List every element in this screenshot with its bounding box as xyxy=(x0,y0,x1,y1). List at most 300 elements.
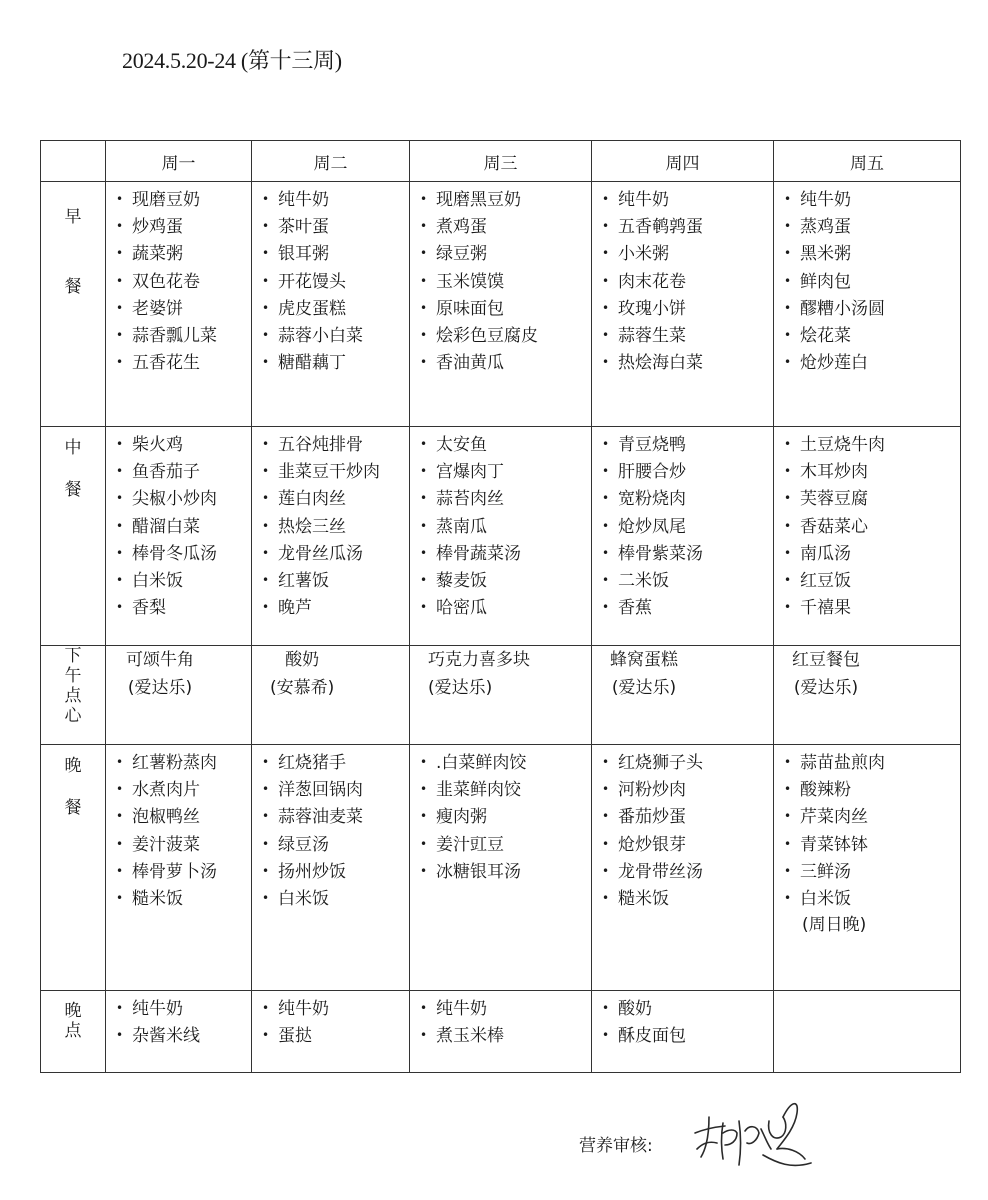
bullet-icon: • xyxy=(116,809,124,824)
dish-name: 青豆烧鸭 xyxy=(618,435,686,455)
dish-list xyxy=(252,427,409,621)
dish-name: 韭菜鲜肉饺 xyxy=(436,780,521,801)
dish-item xyxy=(262,513,409,540)
dish-list xyxy=(774,182,960,376)
dish-item xyxy=(784,594,960,621)
dish-name: 尖椒小炒肉 xyxy=(132,489,217,510)
bullet-icon: • xyxy=(262,863,270,878)
snack-cell xyxy=(592,646,774,745)
dish-item xyxy=(262,186,409,213)
meal-label-text: 晚餐 xyxy=(64,756,82,818)
bullet-icon: • xyxy=(602,755,610,769)
bullet-icon: • xyxy=(262,755,270,769)
dish-name: 醪糟小汤圆 xyxy=(800,298,885,319)
dish-name: 纯牛奶 xyxy=(618,190,669,210)
dish-name: 茶叶蛋 xyxy=(278,217,329,238)
breakfast-cell xyxy=(106,182,252,427)
bullet-icon: • xyxy=(116,192,124,206)
dinner-cell xyxy=(410,745,592,991)
dish-item xyxy=(262,322,409,349)
bullet-icon: • xyxy=(262,273,270,288)
dish-name: 千禧果 xyxy=(800,598,851,619)
dish-item xyxy=(784,349,960,376)
bullet-icon: • xyxy=(420,355,428,370)
dish-name: 炝炒莲白 xyxy=(800,353,868,374)
dish-item xyxy=(602,995,773,1022)
lunch-cell xyxy=(252,427,410,646)
meal-label-lunch xyxy=(41,427,106,646)
dish-name: 糙米饭 xyxy=(618,888,669,909)
day-header: 周三 xyxy=(410,141,592,182)
dish-item xyxy=(420,240,591,267)
dish-item xyxy=(262,213,409,240)
dish-item xyxy=(116,513,251,540)
dinner-cell xyxy=(774,745,961,991)
dish-name: 宫爆肉丁 xyxy=(436,462,504,483)
dish-name: 白米饭 xyxy=(278,888,329,909)
dish-name: 青菜钵钵 xyxy=(800,834,868,855)
dish-list xyxy=(592,991,773,1049)
dish-name: 棒骨紫菜汤 xyxy=(618,543,703,564)
dish-name: 黑米粥 xyxy=(800,244,851,265)
dish-item xyxy=(262,1022,409,1049)
bullet-icon: • xyxy=(420,572,428,587)
dish-name: 酸辣粉 xyxy=(800,780,851,801)
dish-name: 太安鱼 xyxy=(436,435,487,455)
bullet-icon: • xyxy=(262,355,270,370)
snack-name: 巧克力喜多块 xyxy=(428,650,530,670)
meal-label-text: 中餐 xyxy=(64,438,82,500)
dish-item xyxy=(420,295,591,322)
dish-name: 酥皮面包 xyxy=(618,1026,686,1047)
dish-name: 蒸南瓜 xyxy=(436,516,487,537)
bullet-icon: • xyxy=(262,545,270,560)
signature-area xyxy=(579,1093,839,1183)
dish-name: 红烧猪手 xyxy=(278,753,346,773)
dish-item xyxy=(784,803,960,830)
late-snack-cell xyxy=(106,991,252,1073)
dish-list xyxy=(252,991,409,1049)
breakfast-row xyxy=(41,182,961,427)
dish-item xyxy=(420,322,591,349)
dish-name: 红薯饭 xyxy=(278,570,329,591)
dish-item xyxy=(116,268,251,295)
bullet-icon: • xyxy=(420,491,428,506)
dish-item xyxy=(420,803,591,830)
dish-item xyxy=(602,749,773,776)
dish-name: 纯牛奶 xyxy=(436,999,487,1019)
dish-item xyxy=(784,513,960,540)
dish-item xyxy=(784,431,960,458)
dish-name: 现磨豆奶 xyxy=(132,190,200,210)
dish-name: 蒜蓉生菜 xyxy=(618,325,686,346)
bullet-icon: • xyxy=(420,836,428,851)
dish-name: 棒骨蔬菜汤 xyxy=(436,543,521,564)
dinner-cell xyxy=(592,745,774,991)
dish-name: 红烧狮子头 xyxy=(618,753,703,773)
dish-item xyxy=(116,458,251,485)
dish-item xyxy=(602,240,773,267)
bullet-icon: • xyxy=(420,863,428,878)
bullet-icon: • xyxy=(262,1001,270,1015)
corner-cell xyxy=(41,141,106,182)
bullet-icon: • xyxy=(420,755,428,769)
afternoon-snack-row xyxy=(41,646,961,745)
bullet-icon: • xyxy=(116,1001,124,1015)
dish-name: 银耳粥 xyxy=(278,244,329,265)
late-snack-cell xyxy=(774,991,961,1073)
dish-item xyxy=(602,213,773,240)
dish-name: 绿豆汤 xyxy=(278,834,329,855)
dish-name: 煮玉米棒 xyxy=(436,1026,504,1047)
dish-item xyxy=(784,458,960,485)
dish-list xyxy=(774,745,960,912)
dish-name: 白米饭 xyxy=(132,570,183,591)
dish-name: 小米粥 xyxy=(618,244,669,265)
bullet-icon: • xyxy=(420,1028,428,1043)
page-title: 2024.5.20-24 (第十三周) xyxy=(122,48,342,73)
bullet-icon: • xyxy=(784,863,792,878)
dish-item xyxy=(420,858,591,885)
snack-name: 蜂窝蛋糕 xyxy=(610,650,678,670)
dish-list xyxy=(774,991,960,995)
dish-item xyxy=(262,885,409,912)
dish-name: 莲白肉丝 xyxy=(278,489,346,510)
dish-item xyxy=(262,567,409,594)
dish-name: 龙骨带丝汤 xyxy=(618,861,703,882)
bullet-icon: • xyxy=(420,192,428,206)
dish-item xyxy=(262,776,409,803)
dish-item xyxy=(420,776,591,803)
dish-name: 鲜肉包 xyxy=(800,271,851,292)
lunch-cell xyxy=(774,427,961,646)
dish-name: 糙米饭 xyxy=(132,888,183,909)
bullet-icon: • xyxy=(262,809,270,824)
bullet-icon: • xyxy=(116,518,124,533)
dish-item xyxy=(602,803,773,830)
dish-item xyxy=(602,540,773,567)
dish-name: 肉末花卷 xyxy=(618,271,686,292)
bullet-icon: • xyxy=(116,890,124,905)
bullet-icon: • xyxy=(602,437,610,451)
bullet-icon: • xyxy=(116,437,124,451)
dish-item xyxy=(602,295,773,322)
dish-name: 龙骨丝瓜汤 xyxy=(278,543,363,564)
dish-list xyxy=(410,991,591,1049)
bullet-icon: • xyxy=(784,836,792,851)
dish-name: 蒜蓉小白菜 xyxy=(278,325,363,346)
dish-item xyxy=(420,458,591,485)
bullet-icon: • xyxy=(420,246,428,261)
dish-item xyxy=(602,431,773,458)
dish-name: 热烩海白菜 xyxy=(618,353,703,374)
dish-item xyxy=(262,349,409,376)
dish-item xyxy=(420,594,591,621)
lunch-cell xyxy=(410,427,592,646)
bullet-icon: • xyxy=(116,219,124,234)
meal-label-breakfast xyxy=(41,182,106,427)
bullet-icon: • xyxy=(602,890,610,905)
snack-brand: (爱达乐) xyxy=(428,678,493,698)
dish-name: 番茄炒蛋 xyxy=(618,807,686,828)
bullet-icon: • xyxy=(262,890,270,905)
dish-item xyxy=(116,431,251,458)
bullet-icon: • xyxy=(784,890,792,905)
bullet-icon: • xyxy=(784,219,792,234)
breakfast-cell xyxy=(774,182,961,427)
dish-item xyxy=(420,567,591,594)
bullet-icon: • xyxy=(784,192,792,206)
dish-item xyxy=(784,213,960,240)
dish-name: 鱼香茄子 xyxy=(132,462,200,483)
dish-list xyxy=(592,745,773,912)
dish-name: 五香鹌鹑蛋 xyxy=(618,217,703,238)
dish-name: 蒸鸡蛋 xyxy=(800,217,851,238)
bullet-icon: • xyxy=(784,518,792,533)
late-snack-cell xyxy=(252,991,410,1073)
dish-name: 纯牛奶 xyxy=(132,999,183,1019)
bullet-icon: • xyxy=(784,464,792,479)
dish-list xyxy=(410,427,591,621)
dish-name: 南瓜汤 xyxy=(800,543,851,564)
dish-name: 红豆饭 xyxy=(800,570,851,591)
bullet-icon: • xyxy=(262,192,270,206)
bullet-icon: • xyxy=(116,300,124,315)
bullet-icon: • xyxy=(602,572,610,587)
day-header: 周五 xyxy=(774,141,961,182)
bullet-icon: • xyxy=(262,246,270,261)
dish-name: 晚芦 xyxy=(278,598,312,619)
bullet-icon: • xyxy=(262,464,270,479)
bullet-icon: • xyxy=(784,437,792,451)
dish-item xyxy=(784,567,960,594)
bullet-icon: • xyxy=(420,464,428,479)
dish-name: 宽粉烧肉 xyxy=(618,489,686,510)
dish-name: 洋葱回锅肉 xyxy=(278,780,363,801)
dish-item xyxy=(420,749,591,776)
dish-item xyxy=(784,776,960,803)
bullet-icon: • xyxy=(602,327,610,342)
dish-list xyxy=(592,427,773,621)
dish-item xyxy=(262,431,409,458)
dish-name: 肝腰合炒 xyxy=(618,462,686,483)
dish-list xyxy=(106,745,251,912)
dish-item xyxy=(784,885,960,912)
dish-name: 蒜蓉油麦菜 xyxy=(278,807,363,828)
bullet-icon: • xyxy=(420,219,428,234)
signature-label: 营养审核: xyxy=(579,1136,653,1156)
bullet-icon: • xyxy=(116,464,124,479)
dish-name: 虎皮蛋糕 xyxy=(278,298,346,319)
bullet-icon: • xyxy=(602,600,610,615)
dish-name: 现磨黑豆奶 xyxy=(436,190,521,210)
dish-list xyxy=(774,427,960,621)
dish-name: 炒鸡蛋 xyxy=(132,217,183,238)
dish-name: 韭菜豆干炒肉 xyxy=(278,462,380,483)
dish-name: 双色花卷 xyxy=(132,271,200,292)
bullet-icon: • xyxy=(262,518,270,533)
day-header: 周四 xyxy=(592,141,774,182)
dish-name: 三鲜汤 xyxy=(800,861,851,882)
bullet-icon: • xyxy=(262,491,270,506)
dish-name: 土豆烧牛肉 xyxy=(800,435,885,455)
dish-item xyxy=(116,186,251,213)
dish-item xyxy=(602,831,773,858)
dish-name: 纯牛奶 xyxy=(800,190,851,210)
dish-name: 烩彩色豆腐皮 xyxy=(436,325,538,346)
dish-item xyxy=(262,831,409,858)
dish-name: 纯牛奶 xyxy=(278,999,329,1019)
bullet-icon: • xyxy=(262,782,270,797)
dish-name: 二米饭 xyxy=(618,570,669,591)
dish-name: 糖醋藕丁 xyxy=(278,353,346,374)
dish-list xyxy=(592,182,773,376)
bullet-icon: • xyxy=(602,836,610,851)
dish-item xyxy=(116,1022,251,1049)
snack-brand: (爱达乐) xyxy=(611,678,677,698)
dish-name: 香梨 xyxy=(132,598,166,619)
bullet-icon: • xyxy=(262,600,270,615)
dish-name: 水煮肉片 xyxy=(132,780,200,801)
dish-name: 姜汁豇豆 xyxy=(436,834,504,855)
snack-brand: (安慕希) xyxy=(270,678,335,698)
bullet-icon: • xyxy=(262,1028,270,1043)
dish-list xyxy=(106,427,251,621)
bullet-icon: • xyxy=(784,300,792,315)
header-row xyxy=(41,141,961,182)
dish-item xyxy=(262,995,409,1022)
dinner-note: (周日晚) xyxy=(802,915,867,936)
dish-item xyxy=(262,458,409,485)
bullet-icon: • xyxy=(784,809,792,824)
bullet-icon: • xyxy=(116,355,124,370)
bullet-icon: • xyxy=(784,782,792,797)
bullet-icon: • xyxy=(116,572,124,587)
dish-item xyxy=(784,749,960,776)
bullet-icon: • xyxy=(116,782,124,797)
dish-list xyxy=(410,182,591,376)
bullet-icon: • xyxy=(784,355,792,370)
dish-item xyxy=(784,540,960,567)
dish-name: 五谷炖排骨 xyxy=(278,435,363,455)
bullet-icon: • xyxy=(784,273,792,288)
dish-item xyxy=(784,831,960,858)
dish-item xyxy=(116,213,251,240)
late-snack-cell xyxy=(410,991,592,1073)
bullet-icon: • xyxy=(602,782,610,797)
dish-item xyxy=(262,540,409,567)
dish-name: 白米饭 xyxy=(800,888,851,909)
lunch-cell xyxy=(592,427,774,646)
dish-name: 姜汁菠菜 xyxy=(132,834,200,855)
snack-brand: (爱达乐) xyxy=(793,678,859,698)
dish-name: 芹菜肉丝 xyxy=(800,807,868,828)
dish-name: 酸奶 xyxy=(618,999,652,1019)
bullet-icon: • xyxy=(420,809,428,824)
dish-item xyxy=(420,485,591,512)
dish-item xyxy=(602,186,773,213)
dish-name: 杂酱米线 xyxy=(132,1026,200,1047)
dish-item xyxy=(602,458,773,485)
dish-item xyxy=(116,485,251,512)
bullet-icon: • xyxy=(116,273,124,288)
dish-item xyxy=(116,858,251,885)
bullet-icon: • xyxy=(116,755,124,769)
lunch-cell xyxy=(106,427,252,646)
weekly-menu-table xyxy=(40,140,961,1073)
dish-item xyxy=(262,803,409,830)
dish-item xyxy=(602,594,773,621)
dish-item xyxy=(784,268,960,295)
bullet-icon: • xyxy=(784,600,792,615)
dish-item xyxy=(116,594,251,621)
dish-item xyxy=(116,322,251,349)
snack-name: 可颂牛角 xyxy=(126,650,194,670)
dish-item xyxy=(116,831,251,858)
dish-item xyxy=(116,885,251,912)
dish-item xyxy=(420,995,591,1022)
dish-name: 炝炒银芽 xyxy=(618,834,686,855)
dish-name: 绿豆粥 xyxy=(436,244,487,265)
breakfast-cell xyxy=(592,182,774,427)
bullet-icon: • xyxy=(602,192,610,206)
dish-item xyxy=(116,295,251,322)
meal-label-text: 下午点心 xyxy=(64,646,82,726)
bullet-icon: • xyxy=(420,273,428,288)
dish-name: 煮鸡蛋 xyxy=(436,217,487,238)
bullet-icon: • xyxy=(262,327,270,342)
dish-item xyxy=(602,485,773,512)
dish-item xyxy=(262,295,409,322)
bullet-icon: • xyxy=(262,300,270,315)
dish-name: 蛋挞 xyxy=(278,1026,312,1047)
bullet-icon: • xyxy=(602,518,610,533)
bullet-icon: • xyxy=(420,1001,428,1015)
dish-name: 蒜香瓢儿菜 xyxy=(132,325,217,346)
dish-item xyxy=(420,213,591,240)
lunch-row xyxy=(41,427,961,646)
dish-name: 棒骨萝卜汤 xyxy=(132,861,217,882)
bullet-icon: • xyxy=(116,863,124,878)
bullet-icon: • xyxy=(602,300,610,315)
day-header: 周二 xyxy=(252,141,410,182)
dish-item xyxy=(116,803,251,830)
meal-label-text: 晚点 xyxy=(64,1001,82,1041)
bullet-icon: • xyxy=(602,355,610,370)
dish-item xyxy=(420,431,591,458)
bullet-icon: • xyxy=(602,545,610,560)
bullet-icon: • xyxy=(602,809,610,824)
day-header: 周一 xyxy=(106,141,252,182)
dish-name: 烩花菜 xyxy=(800,325,851,346)
snack-cell xyxy=(774,646,961,745)
dish-item xyxy=(420,186,591,213)
bullet-icon: • xyxy=(116,491,124,506)
dish-item xyxy=(116,349,251,376)
bullet-icon: • xyxy=(262,219,270,234)
dish-name: 香油黄瓜 xyxy=(436,353,504,374)
bullet-icon: • xyxy=(116,327,124,342)
dish-name: 热烩三丝 xyxy=(278,516,346,537)
dish-name: 扬州炒饭 xyxy=(278,861,346,882)
snack-brand: (爱达乐) xyxy=(127,678,193,698)
bullet-icon: • xyxy=(262,572,270,587)
bullet-icon: • xyxy=(784,545,792,560)
dish-item xyxy=(602,567,773,594)
dish-name: 河粉炒肉 xyxy=(618,780,686,801)
breakfast-cell xyxy=(252,182,410,427)
bullet-icon: • xyxy=(602,219,610,234)
